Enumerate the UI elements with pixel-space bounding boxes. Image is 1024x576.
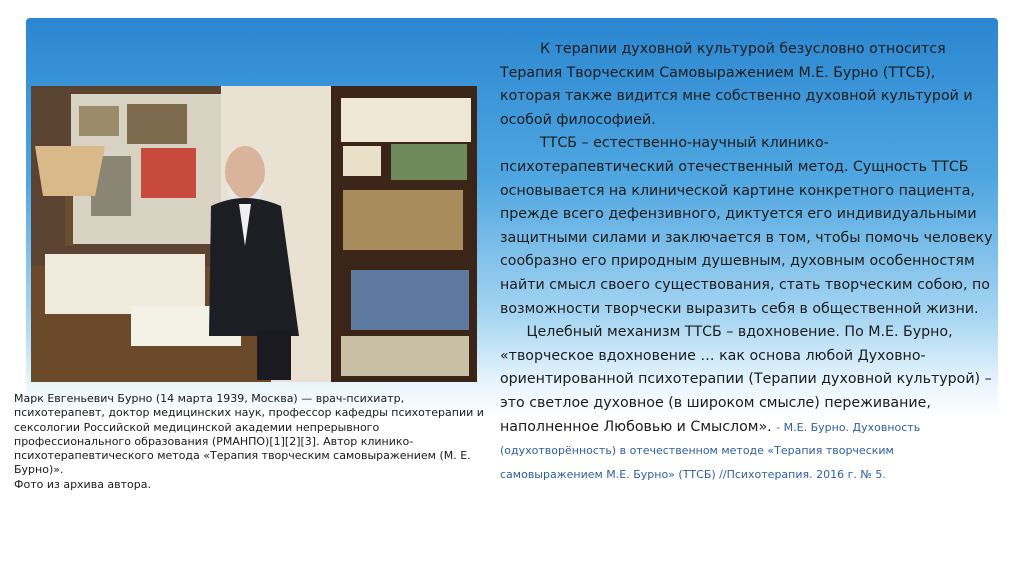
- paragraph-3-text: Целебный механизм ТТСБ – вдохновение. По М.Е. Бурно, «творческое вдохновение … как основа любой Духовно-ориентированной психотерапии (Терапии духовной культурой) – это светлое духовное (в широком смысле) переживание, наполненное Любовью и Смыслом».: [500, 324, 992, 435]
- reference-text: - М.Е. Бурно. Духовность (одухотворённость) в отечественном методе «Терапия творческим самовыражением М.Е. Бурно» (ТТСБ) //Психотерапия. 2016 г. № 5.: [500, 420, 921, 481]
- photo-caption: [14, 392, 484, 492]
- caption-credit: Фото из архива автора.: [14, 477, 152, 491]
- main-text-block: [500, 38, 994, 486]
- office-scene-illustration: [31, 86, 477, 382]
- caption-text: Марк Евгеньевич Бурно (14 марта 1939, Москва) — врач-психиатр, психотерапевт, доктор медицинских наук, профессор кафедры психотерапии и сексологии Российской медицинской академии непрерывного профессионального образования (РМАНПО)[1][2][3]. Автор клинико-психотерапевтического метода «Терапия творческим самовыражением (М. Е. Бурно)».: [14, 392, 484, 477]
- paragraph-1: К терапии духовной культурой безусловно относится Терапия Творческим Самовыражением М.Е. Бурно (ТТСБ), которая также видится мне собственно духовной культурой и особой философией.: [500, 41, 973, 128]
- portrait-photo: [31, 86, 477, 382]
- paragraph-2: [500, 132, 994, 486]
- paragraph-2-text: ТТСБ – естественно-научный клинико-психотерапевтический отечественный метод. Сущность ТТСБ основывается на клинической картине конкретного пациента, прежде всего дефензивного, диктуется его индивидуальными защитными силами и заключается в том, чтобы помочь человеку сообразно его природным душевным, духовным особенностям найти смысл своего существования, стать творческим собою, по возможности творчески выразить себя в общественной жизни.: [500, 135, 993, 317]
